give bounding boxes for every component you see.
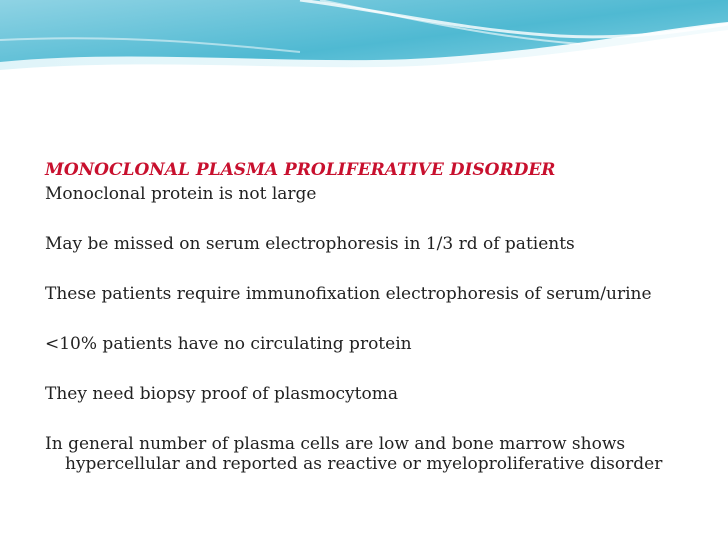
bullet-line-2: May be missed on serum electrophoresis in 1/3 rd of patients xyxy=(45,234,575,254)
header-wave-band xyxy=(0,0,728,90)
bullet-line-5: They need biopsy proof of plasmocytoma xyxy=(45,384,398,404)
slide-title: MONOCLONAL PLASMA PROLIFERATIVE DISORDER xyxy=(45,160,556,180)
bullet-line-3: These patients require immunofixation electrophoresis of serum/urine xyxy=(45,284,652,304)
bullet-line-6-continuation: hypercellular and reported as reactive or myeloproliferative disorder xyxy=(65,454,663,474)
bullet-line-1: Monoclonal protein is not large xyxy=(45,184,317,204)
slide-content xyxy=(45,158,705,474)
bullet-line-4: <10% patients have no circulating protein xyxy=(45,334,412,354)
bullet-line-6: In general number of plasma cells are low and bone marrow shows xyxy=(45,434,626,454)
